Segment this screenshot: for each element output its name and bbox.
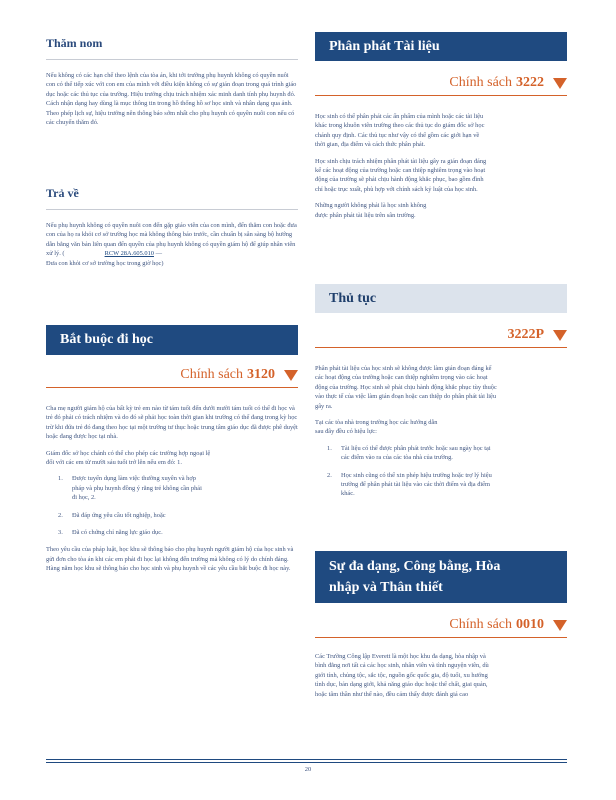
diversity-header-bar	[315, 551, 567, 603]
list-item: 1. Được tuyển dụng làm việc thường xuyên và hợp pháp và phụ huynh đồng ý rằng trẻ không cần phải đi học, 2.	[58, 475, 202, 502]
diversity-policy-label: Chính sách	[449, 617, 512, 632]
attendance-policy-divider	[46, 387, 298, 388]
distribution-title: Phân phát Tài liệu	[329, 38, 440, 54]
list-item: 2. Học sinh cũng có thể xin phép hiệu trưởng hoặc trợ lý hiệu trưởng để phân phát tài liệu vào các thời điểm và địa điểm khác.	[327, 471, 492, 498]
attendance-policy-label: Chính sách	[180, 367, 243, 382]
list-item: 2. Đã đáp ứng yêu cầu tốt nghiệp, hoặc	[58, 511, 166, 519]
visit-body: Nếu không có các hạn chế theo lệnh của tòa án, khi tới trường phụ huynh không có quyền nuôi con có thể tiếp xúc với con em của mình với điều kiện không có sự gián đoạn trong quá trình giáo dục hoặc các thủ tục của trường. Hiệu trưởng chịu trách nhiệm xác minh danh tính phụ huynh đó. Cách nhận dạng hay dùng là mục thông tin trong hồ thống hồ sơ học sinh và nhân dạng qua ảnh. Theo phép lịch sự, hiệu trưởng nên thông báo sớm nhất cho phụ huynh có quyền nuôi con nếu có các chuyến thăm đó.	[46, 72, 297, 127]
pickup-section	[46, 186, 298, 275]
orange-triangle-icon	[284, 370, 298, 381]
diversity-policy-heading	[315, 617, 567, 633]
attendance-header-bar	[46, 325, 298, 355]
diversity-title-line-2: nhập và Thân thiết	[329, 580, 443, 595]
visit-title: Thăm nom	[46, 36, 103, 50]
distribution-paragraph-2: Học sinh chịu trách nhiệm phân phát tài liệu gây ra gián đoạn đáng kể các hoạt động của trường hoặc can thiệp nghiêm trọng vào hoạt động của trường sẽ phải chịu hành động khắc phục, bao gồm đình chỉ hoặc trục xuất, phù hợp với chính sách kỷ luật của học sinh.	[315, 157, 487, 193]
procedure-header-bar	[315, 284, 567, 313]
distribution-section	[315, 32, 567, 227]
pickup-body-text: Nếu phụ huynh không có quyền nuôi con đến gặp giáo viên của con mình, đến thăm con hoặc đưa con của họ ra khỏi cơ sở trường học mà không thông báo trước, cần chuẩn bị sẵn sàng bộ hướng dẫn bằng văn bản liên quan đến quyền của phụ huynh không có quyền giám hộ để giúp nhân viên xử lý. (	[46, 222, 297, 258]
distribution-header-bar	[315, 32, 567, 61]
pickup-body	[46, 221, 298, 268]
orange-triangle-icon	[553, 330, 567, 341]
pickup-tail: Đưa con khỏi cơ sở trường học trong giờ học)	[46, 259, 164, 267]
attendance-exception-list	[46, 474, 206, 537]
distribution-policy-label: Chính sách	[449, 75, 512, 90]
orange-triangle-icon	[553, 620, 567, 631]
attendance-paragraph-2: Giám đốc sở học chánh có thể cho phép các trường hợp ngoại lệ đối với các em từ mười sáu tuổi trở lên nếu em đó: 1.	[46, 449, 211, 467]
procedure-section	[315, 284, 567, 507]
attendance-paragraph-3: Theo yêu cầu của pháp luật, học khu sẽ thông báo cho phụ huynh người giám hộ của học sinh và gửi đơn cho tòa án khi các em phải đi học lại không đến trường mà không có lý do chính đáng. Hàng năm học khu sẽ thông báo cho học sinh và phụ huynh về các yêu cầu bắt buộc đi học này.	[46, 546, 294, 573]
pickup-title: Trả về	[46, 186, 79, 200]
footer-rule-bottom	[46, 762, 567, 763]
procedure-paragraph-1: Phân phát tài liệu của học sinh sẽ không được làm gián đoạn đáng kể các hoạt động của trường hoặc can thiệp nghiêm trọng vào các hoạt động của trường. Học sinh sẽ phải chịu hành động khắc phục tùy thuộc vào thực tế của việc làm gián đoạn hoặc can thiệp do phân phát tài liệu gây ra.	[315, 365, 497, 410]
attendance-policy-number: 3120	[247, 367, 275, 382]
pickup-dash: —	[155, 250, 162, 258]
orange-triangle-icon	[553, 78, 567, 89]
procedure-policy-number: 3222P	[507, 327, 544, 342]
distribution-policy-heading	[315, 75, 567, 91]
procedure-policy-divider	[315, 347, 567, 348]
footer-rule-top	[46, 759, 567, 760]
attendance-paragraph-1: Cha mẹ người giám hộ của bất kỳ trẻ em nào từ tám tuổi đến dưới mười tám tuổi có thể đi học và trẻ đó phải có trách nhiệm và do đó sẽ phải học toàn thời gian khi trường có thể đang trong kỳ học trừ khi đứa trẻ đó đang theo học tại một trường tư thục hoặc trung tâm giáo dục đã được phê duyệt hoặc đang được học tại nhà.	[46, 405, 298, 441]
distribution-policy-number: 3222	[516, 75, 544, 90]
pickup-title-divider	[46, 209, 298, 210]
distribution-paragraph-1: Học sinh có thể phân phát các ấn phẩm của mình hoặc các tài liệu khác trong khuôn viên trường theo các thủ tục do giám đốc sở học chánh quy định. Các thủ tục như vậy có thể gồm các giới hạn về thời gian, địa điểm và cách thức phân phát.	[315, 113, 485, 149]
distribution-policy-divider	[315, 95, 567, 96]
page-number: 20	[304, 766, 312, 773]
diversity-policy-divider	[315, 637, 567, 638]
diversity-section	[315, 551, 567, 706]
diversity-title-line-1: Sự đa dạng, Công bằng, Hòa	[329, 559, 501, 574]
diversity-policy-number: 0010	[516, 617, 544, 632]
rcw-reference-link[interactable]: RCW 28A.605.010	[104, 250, 154, 258]
diversity-paragraph-1: Các Trường Công lập Everett là một học khu đa dạng, hòa nhập và bình đẳng nơi tất cả các học sinh, nhân viên và tình nguyện viên, dù giới tính, chủng tộc, sắc tộc, nguồn gốc quốc gia, độ tuổi, xu hướng tình dục, bản dạng giới, khả năng giáo dục hoặc thể chất, giai quản, hoặc tâm thần như thế nào, đều cảm thấy được đánh giá cao	[315, 653, 489, 698]
distribution-paragraph-3: Những người không phải là học sinh không được phân phát tài liệu trên sân trường.	[315, 202, 427, 219]
procedure-paragraph-2: Tại các tòa nhà trong trường học các hướng dẫn sau đây đều có hiệu lực:	[315, 419, 438, 436]
visit-title-divider	[46, 59, 298, 60]
list-item: 3. Đã có chứng chỉ năng lực giáo dục.	[58, 529, 163, 537]
procedure-policy-heading	[315, 327, 567, 343]
list-item: 1. Tài liệu có thể được phân phát trước hoặc sau ngày học tại các điểm vào ra của các tòa nhà của trường.	[327, 444, 491, 462]
attendance-title: Bắt buộc đi học	[60, 332, 153, 347]
attendance-policy-heading	[46, 367, 298, 383]
procedure-title: Thủ tục	[329, 290, 377, 306]
procedure-guideline-list	[315, 444, 500, 499]
visit-section	[46, 36, 298, 134]
attendance-section	[46, 325, 298, 581]
